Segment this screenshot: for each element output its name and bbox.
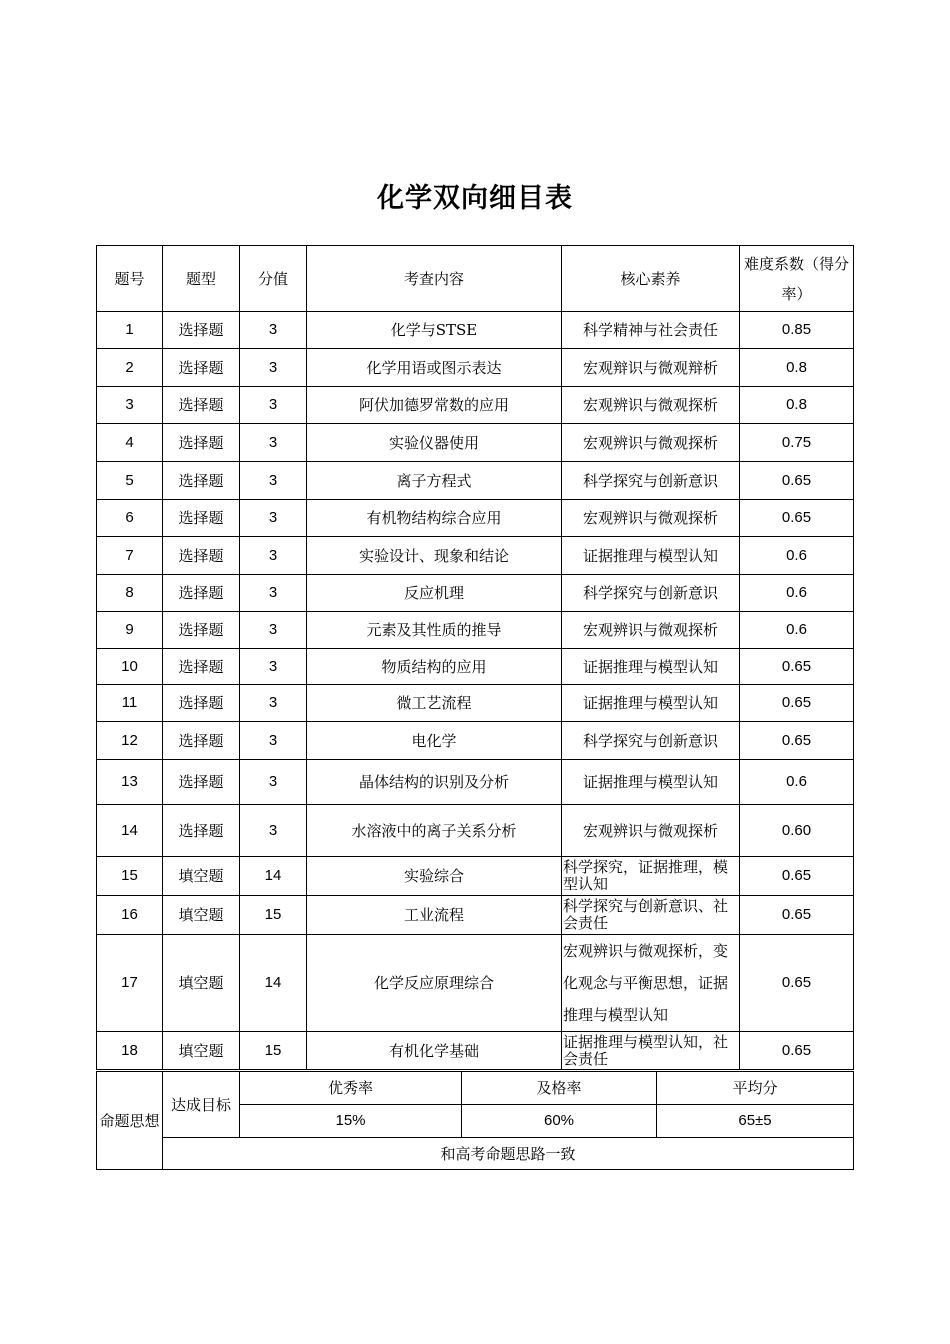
cell-score: 3	[240, 462, 307, 500]
cell-type: 选择题	[163, 575, 240, 612]
cell-content: 化学用语或图示表达	[307, 349, 562, 387]
cell-num: 16	[97, 896, 163, 935]
cell-difficulty: 0.6	[740, 612, 854, 649]
cell-content: 水溶液中的离子关系分析	[307, 805, 562, 857]
cell-type: 填空题	[163, 896, 240, 935]
cell-score: 3	[240, 312, 307, 349]
cell-score: 3	[240, 760, 307, 805]
table-row	[97, 500, 854, 537]
cell-content: 实验设计、现象和结论	[307, 537, 562, 575]
cell-type: 填空题	[163, 857, 240, 896]
header-difficulty: 难度系数（得分率）	[740, 246, 854, 312]
cell-content: 电化学	[307, 722, 562, 760]
cell-difficulty: 0.6	[740, 760, 854, 805]
cell-type: 选择题	[163, 537, 240, 575]
footer-label: 命题思想	[97, 1072, 163, 1170]
cell-num: 17	[97, 935, 163, 1032]
cell-literacy: 宏观辨识与微观探析	[562, 424, 740, 462]
cell-difficulty: 0.65	[740, 857, 854, 896]
table-row	[97, 575, 854, 612]
cell-type: 选择题	[163, 349, 240, 387]
cell-difficulty: 0.65	[740, 685, 854, 722]
cell-difficulty: 0.60	[740, 805, 854, 857]
cell-num: 10	[97, 649, 163, 685]
cell-num: 12	[97, 722, 163, 760]
cell-num: 6	[97, 500, 163, 537]
cell-type: 填空题	[163, 935, 240, 1032]
cell-difficulty: 0.65	[740, 500, 854, 537]
cell-num: 14	[97, 805, 163, 857]
cell-score: 3	[240, 424, 307, 462]
cell-type: 选择题	[163, 612, 240, 649]
cell-score: 15	[240, 1032, 307, 1070]
cell-type: 选择题	[163, 312, 240, 349]
cell-score: 3	[240, 537, 307, 575]
cell-literacy: 证据推理与模型认知	[562, 760, 740, 805]
cell-literacy: 科学探究，证据推理，模型认知	[562, 857, 740, 896]
cell-num: 7	[97, 537, 163, 575]
cell-content: 晶体结构的识别及分析	[307, 760, 562, 805]
cell-literacy: 宏观辨识与微观探析，变化观念与平衡思想，证据推理与模型认知	[562, 935, 740, 1032]
cell-literacy: 证据推理与模型认知	[562, 537, 740, 575]
cell-content: 化学与STSE	[307, 312, 562, 349]
cell-content: 反应机理	[307, 575, 562, 612]
header-score: 分值	[240, 246, 307, 312]
footer-table	[96, 1071, 854, 1170]
table-row	[97, 857, 854, 896]
cell-type: 选择题	[163, 649, 240, 685]
table-row	[97, 760, 854, 805]
cell-type: 选择题	[163, 500, 240, 537]
cell-difficulty: 0.6	[740, 575, 854, 612]
cell-literacy: 证据推理与模型认知	[562, 685, 740, 722]
excellent-value: 15%	[240, 1105, 462, 1138]
cell-content: 离子方程式	[307, 462, 562, 500]
table-row	[97, 537, 854, 575]
cell-score: 3	[240, 649, 307, 685]
header-literacy: 核心素养	[562, 246, 740, 312]
cell-difficulty: 0.65	[740, 1032, 854, 1070]
cell-content: 微工艺流程	[307, 685, 562, 722]
cell-content: 阿伏加德罗常数的应用	[307, 387, 562, 424]
pass-value: 60%	[462, 1105, 657, 1138]
spec-table	[96, 245, 854, 1070]
cell-literacy: 宏观辨识与微观探析	[562, 612, 740, 649]
cell-literacy: 科学探究与创新意识	[562, 722, 740, 760]
cell-literacy: 证据推理与模型认知	[562, 649, 740, 685]
cell-type: 填空题	[163, 1032, 240, 1070]
cell-type: 选择题	[163, 387, 240, 424]
cell-score: 14	[240, 935, 307, 1032]
cell-difficulty: 0.85	[740, 312, 854, 349]
cell-difficulty: 0.65	[740, 649, 854, 685]
cell-type: 选择题	[163, 685, 240, 722]
cell-score: 3	[240, 685, 307, 722]
cell-score: 3	[240, 500, 307, 537]
excellent-label: 优秀率	[240, 1072, 462, 1105]
cell-num: 4	[97, 424, 163, 462]
table-row	[97, 462, 854, 500]
cell-content: 化学反应原理综合	[307, 935, 562, 1032]
cell-num: 18	[97, 1032, 163, 1070]
cell-score: 3	[240, 387, 307, 424]
cell-num: 3	[97, 387, 163, 424]
cell-difficulty: 0.65	[740, 935, 854, 1032]
table-row	[97, 424, 854, 462]
cell-content: 物质结构的应用	[307, 649, 562, 685]
cell-literacy: 科学探究与创新意识、社会责任	[562, 896, 740, 935]
cell-score: 3	[240, 575, 307, 612]
footer-note: 和高考命题思路一致	[163, 1138, 854, 1170]
cell-content: 实验综合	[307, 857, 562, 896]
cell-type: 选择题	[163, 760, 240, 805]
table-row	[97, 387, 854, 424]
cell-difficulty: 0.65	[740, 722, 854, 760]
cell-difficulty: 0.65	[740, 462, 854, 500]
header-content: 考查内容	[307, 246, 562, 312]
table-row	[97, 896, 854, 935]
cell-literacy: 科学探究与创新意识	[562, 462, 740, 500]
page-title: 化学双向细目表	[377, 183, 573, 214]
cell-content: 有机物结构综合应用	[307, 500, 562, 537]
table-row	[97, 685, 854, 722]
cell-difficulty: 0.75	[740, 424, 854, 462]
table-row	[97, 612, 854, 649]
cell-num: 13	[97, 760, 163, 805]
cell-content: 有机化学基础	[307, 1032, 562, 1070]
cell-num: 1	[97, 312, 163, 349]
cell-content: 工业流程	[307, 896, 562, 935]
cell-score: 14	[240, 857, 307, 896]
cell-score: 15	[240, 896, 307, 935]
cell-score: 3	[240, 612, 307, 649]
table-row	[97, 805, 854, 857]
table-row	[97, 935, 854, 1032]
cell-score: 3	[240, 805, 307, 857]
cell-difficulty: 0.8	[740, 387, 854, 424]
cell-content: 实验仪器使用	[307, 424, 562, 462]
cell-literacy: 宏观辨识与微观探析	[562, 805, 740, 857]
cell-difficulty: 0.6	[740, 537, 854, 575]
cell-type: 选择题	[163, 722, 240, 760]
cell-literacy: 宏观辩识与微观辩析	[562, 349, 740, 387]
table-row	[97, 312, 854, 349]
cell-type: 选择题	[163, 805, 240, 857]
cell-num: 9	[97, 612, 163, 649]
table-row	[97, 1032, 854, 1070]
cell-literacy: 科学精神与社会责任	[562, 312, 740, 349]
table-row	[97, 649, 854, 685]
target-label: 达成目标	[163, 1072, 240, 1138]
header-type: 题型	[163, 246, 240, 312]
cell-type: 选择题	[163, 462, 240, 500]
cell-score: 3	[240, 349, 307, 387]
cell-literacy: 科学探究与创新意识	[562, 575, 740, 612]
table-row	[97, 722, 854, 760]
cell-literacy: 宏观辨识与微观探析	[562, 500, 740, 537]
average-value: 65±5	[657, 1105, 854, 1138]
cell-num: 5	[97, 462, 163, 500]
cell-literacy: 证据推理与模型认知，社会责任	[562, 1032, 740, 1070]
header-num: 题号	[97, 246, 163, 312]
table-header-row	[97, 246, 854, 312]
cell-difficulty: 0.8	[740, 349, 854, 387]
cell-score: 3	[240, 722, 307, 760]
cell-num: 2	[97, 349, 163, 387]
cell-type: 选择题	[163, 424, 240, 462]
cell-content: 元素及其性质的推导	[307, 612, 562, 649]
cell-difficulty: 0.65	[740, 896, 854, 935]
pass-label: 及格率	[462, 1072, 657, 1105]
cell-num: 15	[97, 857, 163, 896]
cell-num: 11	[97, 685, 163, 722]
cell-num: 8	[97, 575, 163, 612]
average-label: 平均分	[657, 1072, 854, 1105]
table-row	[97, 349, 854, 387]
cell-literacy: 宏观辨识与微观探析	[562, 387, 740, 424]
